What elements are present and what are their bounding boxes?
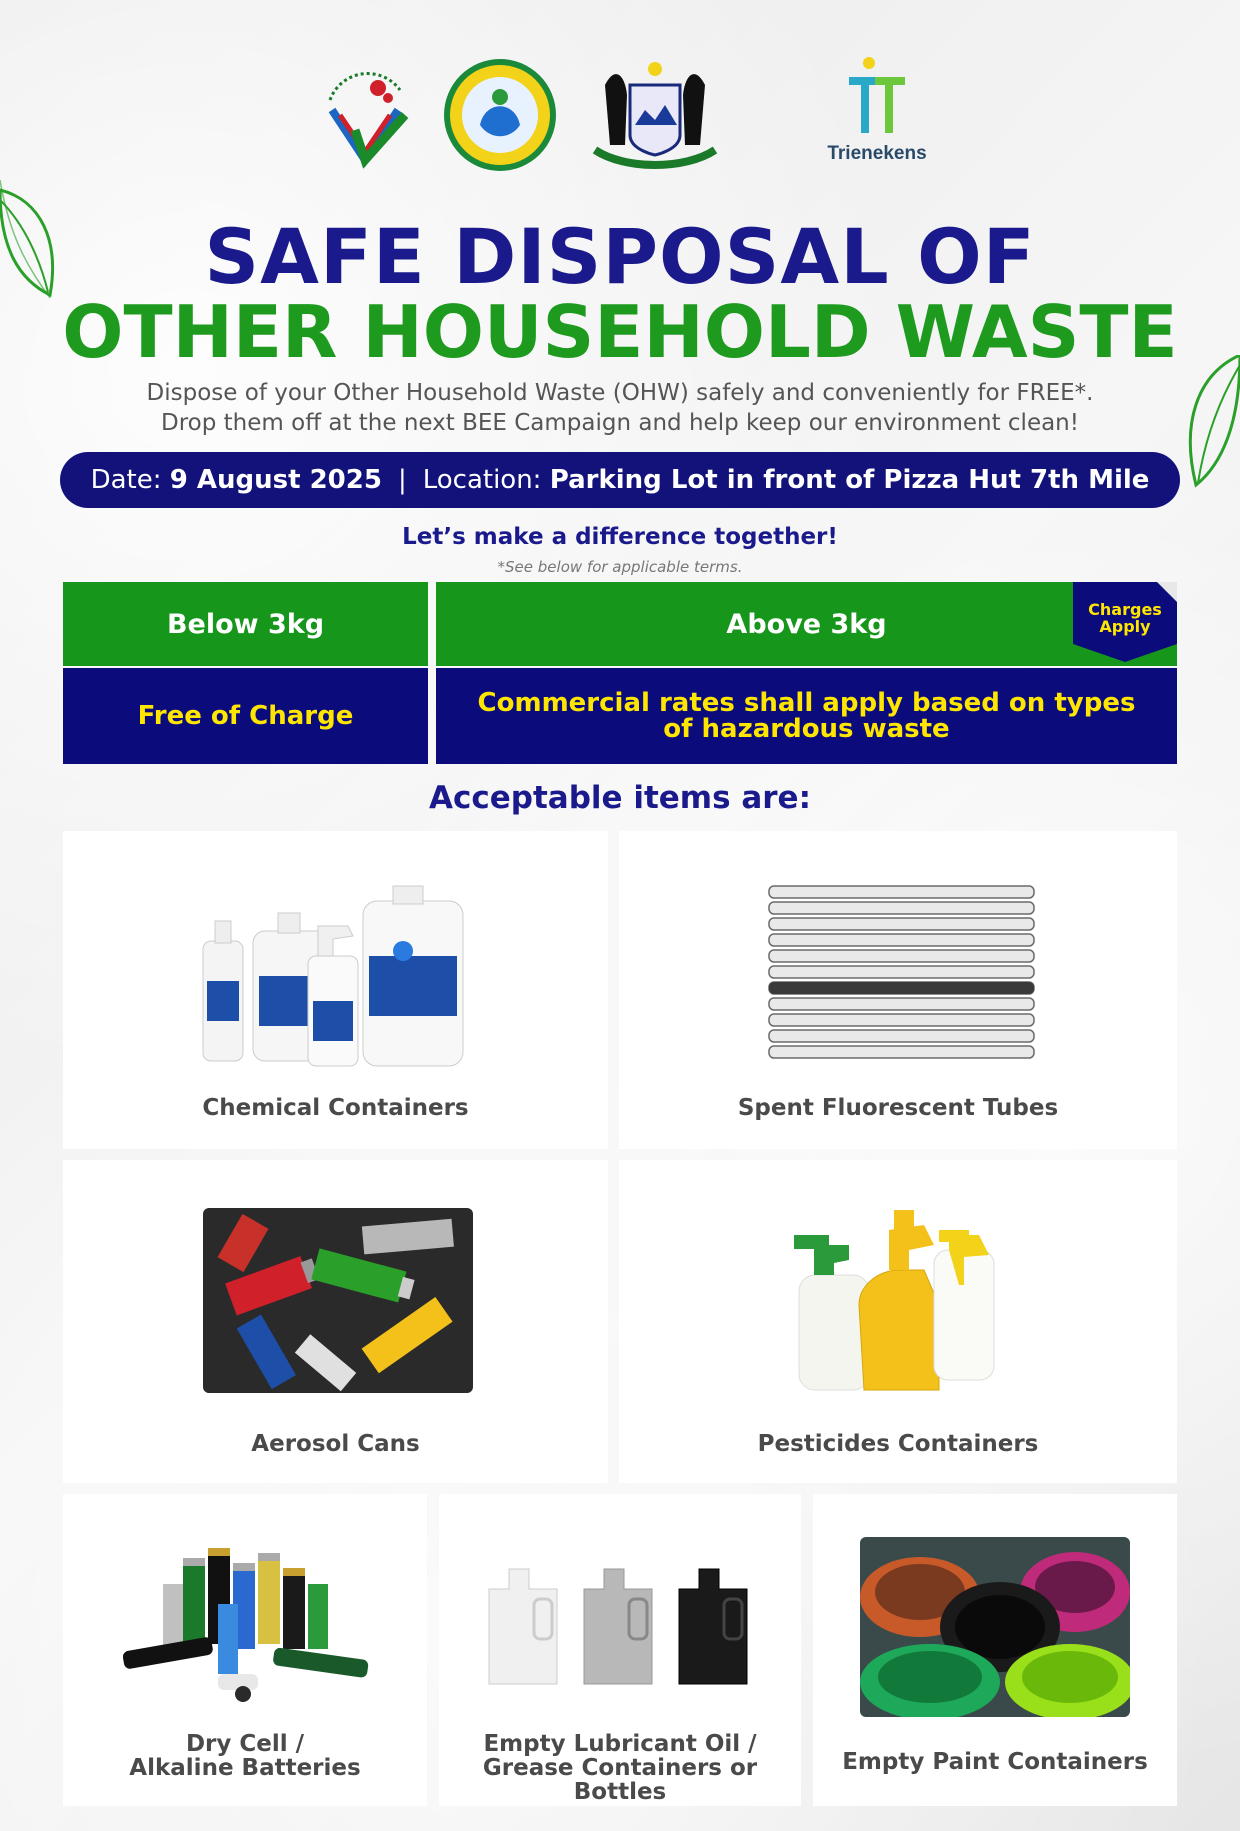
details-separator: | — [397, 465, 407, 495]
item-card-paint-containers — [813, 1494, 1177, 1806]
intro-line-1: Dispose of your Other Household Waste (OHW) safely and conveniently for FREE*. — [146, 380, 1094, 406]
above-3kg-header — [436, 582, 1177, 666]
lsa-logo-icon — [440, 55, 560, 175]
item-card-aerosol-cans — [63, 1160, 608, 1483]
event-details-banner — [60, 452, 1180, 508]
batteries-icon — [123, 1544, 373, 1704]
below-3kg-price — [63, 668, 428, 764]
sponsor-logos — [300, 55, 940, 175]
item-label-line-2: Alkaline Batteries — [129, 1755, 361, 1781]
intro-line-2: Drop them off at the next BEE Campaign and help keep our environment clean! — [161, 410, 1079, 436]
badge-line-2: Apply — [1099, 617, 1151, 636]
below-3kg-value: Free of Charge — [137, 701, 354, 731]
item-label-line-1: Dry Cell / — [185, 1731, 305, 1757]
above-3kg-label: Above 3kg — [726, 608, 887, 640]
item-label-line-1: Empty Lubricant Oil / — [483, 1731, 757, 1757]
badge-line-1: Charges — [1088, 600, 1162, 619]
item-card-batteries — [63, 1494, 427, 1806]
item-label: Pesticides Containers — [757, 1431, 1039, 1457]
paint-cans-icon — [860, 1537, 1130, 1717]
item-label: Empty Paint Containers — [842, 1749, 1148, 1775]
doe-logo-icon — [310, 60, 420, 170]
below-3kg-header — [63, 582, 428, 666]
item-label — [439, 1732, 801, 1804]
item-label-line-2: Grease Containers or Bottles — [482, 1755, 758, 1805]
aerosol-cans-icon — [203, 1208, 473, 1393]
item-card-pesticides-containers — [619, 1160, 1177, 1483]
item-card-lubricant-containers — [439, 1494, 801, 1806]
acceptable-items-heading: Acceptable items are: — [429, 780, 811, 816]
location-value: Parking Lot in front of Pizza Hut 7th Mile — [549, 465, 1150, 495]
date-label: Date: — [90, 465, 162, 495]
item-card-fluorescent-tubes — [619, 831, 1177, 1149]
item-label: Spent Fluorescent Tubes — [737, 1095, 1059, 1121]
fluorescent-tubes-icon — [764, 866, 1039, 1076]
tagline: Let’s make a difference together! — [402, 524, 838, 550]
spray-bottles-icon — [789, 1205, 1009, 1400]
trienekens-label: Trienekens — [827, 143, 927, 164]
location-label: Location: — [422, 465, 542, 495]
headline-line-2: OTHER HOUSEHOLD WASTE — [62, 290, 1178, 374]
item-label — [63, 1732, 427, 1780]
below-3kg-label: Below 3kg — [166, 608, 325, 640]
item-label: Chemical Containers — [202, 1095, 469, 1121]
date-value: 9 August 2025 — [169, 465, 382, 495]
intro-text — [0, 378, 1240, 438]
council-crest-icon — [585, 55, 725, 175]
above-3kg-price — [436, 668, 1177, 764]
charges-apply-badge — [1073, 601, 1177, 635]
headline-line-1: SAFE DISPOSAL OF — [204, 212, 1036, 301]
oil-jugs-icon — [479, 1559, 759, 1689]
above-3kg-value-line-2: of hazardous waste — [663, 714, 950, 744]
terms-note: *See below for applicable terms. — [497, 558, 743, 576]
item-card-chemical-containers — [63, 831, 608, 1149]
trienekens-logo-icon — [845, 55, 909, 139]
above-3kg-value-line-1: Commercial rates shall apply based on types — [477, 688, 1136, 718]
chemical-bottles-icon — [193, 881, 473, 1071]
item-label: Aerosol Cans — [251, 1431, 420, 1457]
